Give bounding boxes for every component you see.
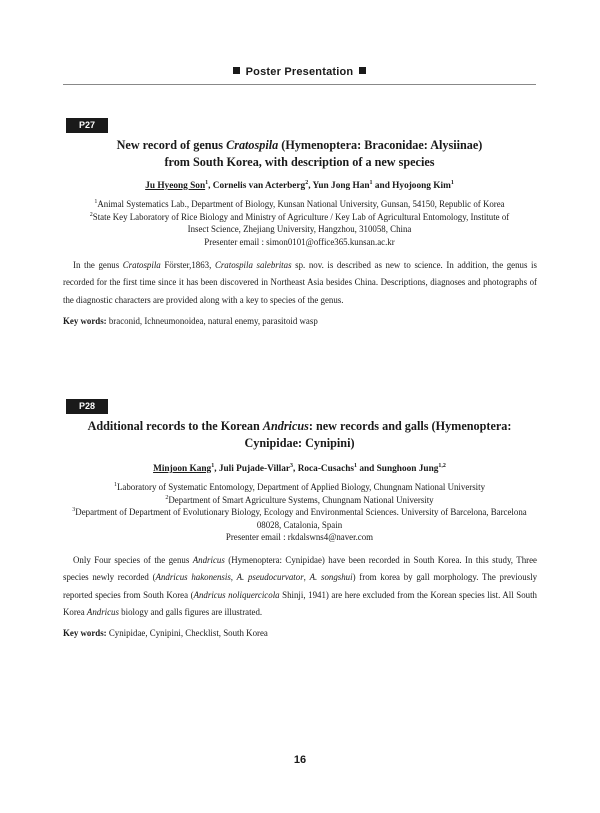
affiliation-2 (63, 211, 536, 224)
abstract-text: In the genus (73, 260, 123, 270)
presenter-email: Presenter email : rkdalswns4@naver.com (225, 532, 374, 543)
affiliation-text: Laboratory of Systematic Entomology, Department of Applied Biology, Chungnam National University (116, 482, 486, 492)
p28-affiliations (63, 481, 536, 544)
p27-title (63, 137, 536, 171)
author-superscript: 2 (305, 179, 309, 186)
keywords-list: Cynipidae, Cynipini, Checklist, South Korea (106, 628, 268, 638)
abstract-text: , (303, 572, 310, 583)
square-bullet-icon (359, 67, 366, 74)
author-superscript: 1 (205, 179, 209, 186)
author-name: , Juli Pujade-Villar (214, 464, 291, 474)
keywords-label: Key words: (63, 628, 107, 638)
running-header (63, 66, 536, 78)
title-text: (Hymenoptera: Braconidae: Alysiinae) (278, 138, 483, 152)
keywords-label: Key words: (63, 316, 107, 326)
presenting-author: Ju Hyeong Son (145, 181, 206, 191)
p28-title (63, 418, 536, 452)
affil-superscript: 2 (89, 211, 93, 218)
p28-authors (63, 464, 536, 474)
p27-keywords (63, 315, 537, 327)
affiliation-2-cont: Insect Science, Zhejiang University, Hangzhou, 310058, China (187, 224, 412, 235)
author-superscript: 3 (290, 462, 294, 469)
p27-authors (63, 181, 536, 191)
author-superscript: 1 (450, 179, 454, 186)
affiliation-text: Department of Department of Evolutionary Biology, Ecology and Environmental Sciences. University of Barcelona, Barcelona (75, 507, 527, 518)
affil-superscript: 2 (165, 494, 169, 501)
affiliation-text: Department of Smart Agriculture Systems, Chungnam National University (168, 494, 434, 505)
affil-superscript: 1 (94, 199, 98, 206)
affiliation-1 (63, 481, 536, 494)
abstract-italic: Cratospila (122, 260, 161, 270)
affiliation-text: Animal Systematics Lab., Department of Biology, Kunsan National University, Gunsan, 54150, Republic of Korea (97, 199, 505, 209)
author-name: , Cornelis van Acterberg (208, 181, 306, 191)
title-text: New record of genus (116, 138, 227, 152)
header-rule (63, 84, 536, 85)
poster-badge-p27: P27 (66, 118, 108, 133)
title-genus: Andricus (262, 419, 309, 433)
title-line2: Cynipidae: Cynipini) (244, 436, 355, 450)
title-genus: Cratospila (226, 138, 279, 152)
p28-keywords (63, 627, 537, 639)
p28-abstract (63, 552, 537, 621)
poster-badge-p28: P28 (66, 399, 108, 414)
page-number: 16 (293, 754, 307, 766)
square-bullet-icon (233, 67, 240, 74)
abstract-italic: A. songshui (309, 572, 353, 583)
abstract-text: Only Four species of the genus (73, 555, 193, 565)
abstract-text: biology and galls figures are illustrated. (118, 606, 263, 617)
affiliation-3-cont: 08028, Catalonia, Spain (256, 519, 343, 530)
abstract-italic: Cratospila salebritas (214, 260, 292, 270)
keywords-list: braconid, Ichneumonoidea, natural enemy, parasitoid wasp (106, 316, 318, 326)
author-superscript: 1 (211, 462, 215, 469)
affiliation-text: State Key Laboratory of Rice Biology and Ministry of Agriculture / Key Lab of Agricultural Entomology, Institute of (92, 211, 510, 222)
author-name: , Roca-Cusachs (293, 464, 354, 474)
presenting-author: Minjoon Kang (153, 464, 212, 474)
abstract-italic: Andricus hakonensis, A. pseudocurvator (155, 572, 304, 583)
header-label: Poster Presentation (245, 66, 354, 78)
affiliation-1 (63, 198, 536, 211)
title-line2: from South Korea, with description of a new species (164, 155, 435, 169)
p27-abstract (63, 257, 537, 309)
abstract-text: ) from korea by gall morphology. The previously reported species from South Korea ( (63, 572, 538, 600)
author-name: and Hyojoong Kim (372, 181, 451, 191)
abstract-italic: Andricus noliquercicola (193, 589, 280, 600)
author-superscript: 1,2 (438, 462, 446, 469)
affil-superscript: 1 (113, 482, 117, 489)
abstract-text: Förster,1863, (160, 260, 215, 270)
abstract-text: Shinji, 1941) are here excluded from the Korean species list. All South Korea (63, 589, 537, 617)
presenter-email: Presenter email : simon0101@office365.kunsan.ac.kr (204, 236, 395, 247)
abstract-italic: Andricus (192, 555, 225, 565)
author-superscript: 1 (354, 462, 357, 469)
p27-affiliations (63, 198, 536, 248)
title-text: Additional records to the Korean (87, 419, 263, 433)
author-superscript: 1 (369, 179, 373, 186)
affil-superscript: 3 (72, 507, 76, 514)
author-name: and Sunghoon Jung (357, 464, 439, 474)
author-name: , Yun Jong Han (308, 181, 370, 191)
affiliation-2 (63, 494, 536, 507)
abstract-italic: Andricus (86, 606, 119, 617)
abstract-text: sp. nov. is described as new to science. In addition, the genus is recorded for the first time since it has been discovered in Northeast Asia besides China. Descriptions, diagnoses and photographs of the diagnostic characters are provided along with a key to species of the genus. (63, 260, 537, 305)
abstract-text: (Hymenoptera: Cynipidae) have been recorded in South Korea. In this study, Three species newly recorded ( (63, 555, 537, 583)
title-text: : new records and galls (Hymenoptera: (308, 419, 512, 433)
affiliation-3 (63, 506, 536, 519)
